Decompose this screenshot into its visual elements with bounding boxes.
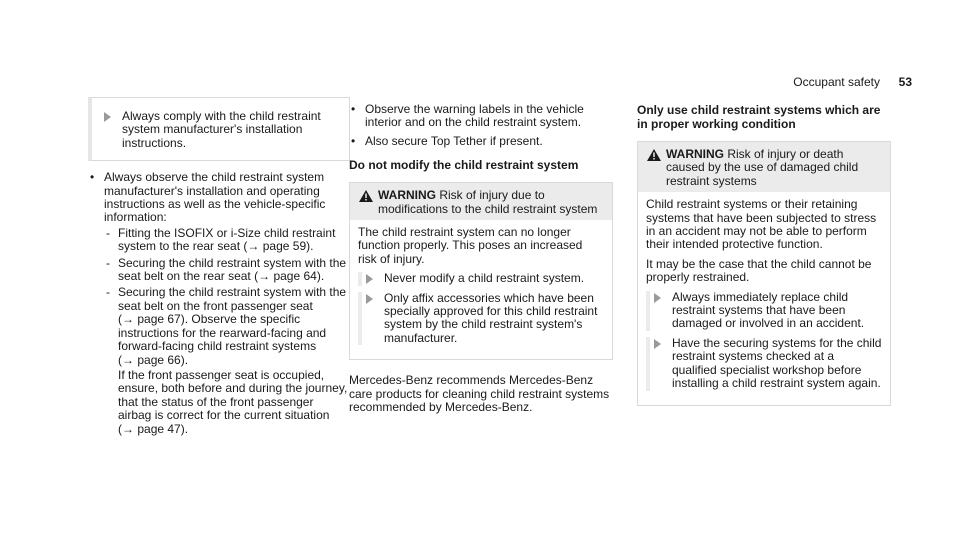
tip-item [362,272,604,285]
body-paragraph: Mercedes-Benz recommends Mercedes-Benz care products for cleaning child restraint systems recommended by Mercedes-Benz. [349,373,610,415]
page-reference[interactable] [247,239,306,253]
page-reference[interactable] [122,422,181,436]
warning-title: Risk of injury due to modifications to the child restraint system [378,188,598,216]
tip-item [650,337,882,391]
bullet-list [349,103,613,148]
warning-label: WARNING [666,147,724,161]
tip-item [100,110,339,150]
dash-note [118,369,350,436]
warning-tip [646,337,882,391]
list-item: • Observe the warning labels in the vehicle interior and on the child restraint system. [349,103,613,130]
tip-text: Have the securing systems for the child restraint systems checked at a qualified specialist workshop before installing a child restraint system again. [672,335,882,391]
arrow-right-icon [654,339,661,349]
list-item: • Also secure Top Tether if present. [349,135,613,148]
arrow-right-icon [654,293,661,303]
dash-item [104,286,350,435]
warning-text: It may be the case that the child cannot be properly restrained. [646,256,872,285]
middle-column [349,103,613,415]
warning-header [350,183,612,220]
dash-text: Securing the child restraint system with the seat belt on the front passenger seat ( [118,285,347,327]
tip-text: Only affix accessories which have been specially approved for this child restraint system by the child restraint system's manufacturer. [384,290,598,345]
section-title: Occupant safety [793,75,880,89]
arrow-right-icon [104,112,111,122]
warning-tip [358,292,604,346]
dash-item [104,257,350,284]
arrow-icon: → [247,239,260,254]
bullet-text: Always observe the child restraint system manufacturer's installation and operating instructions as well as the vehicle-specific information: [104,170,326,225]
ref-label: page 47 [137,421,181,436]
warning-text: Child restraint systems or their retaining systems that have been subjected to stress in an accident may not be able to perform their intended protective function. [646,197,877,252]
ref-label: page 59 [262,239,307,254]
warning-header [638,142,890,192]
left-column [88,97,350,439]
warning-triangle-icon [359,190,373,202]
right-column [637,103,891,406]
ref-label: page 66 [137,352,181,367]
warning-tip [646,291,882,331]
warning-triangle-icon [647,149,661,161]
arrow-icon: → [122,352,134,367]
warning-box [637,141,891,406]
dash-tail: ). Observe the specific instructions for the rearward-facing and forward-facing child restraint systems ( [118,312,327,367]
tip-text: Always comply with the child restraint system manufacturer's installation instructions. [122,109,321,150]
arrow-icon: → [122,312,134,327]
section-heading: Only use child restraint systems which are in proper working condition [637,103,881,131]
ref-label: page 64 [273,269,317,284]
arrow-right-icon [366,294,373,304]
ref-label: page 67 [137,312,181,327]
note-tail: ). [180,421,189,436]
page-reference[interactable] [258,269,317,283]
warning-label: WARNING [378,188,436,203]
warning-box [349,182,613,360]
arrow-icon: → [122,421,134,436]
tip-item [362,292,604,346]
dash-mark: - [106,255,110,270]
dash-text: Fitting the ISOFIX or i-Size child restraint system to the rear seat ( [118,225,336,254]
dash-tail: ). [306,239,314,254]
warning-body [350,220,612,359]
dash-text: Securing the child restraint system with the seat belt on the rear seat ( [118,255,347,284]
section-heading: Do not modify the child restraint system [349,158,579,173]
warning-text: The child restraint system can no longer function properly. This poses an increased risk of injury. [358,225,583,266]
list-item [88,171,350,436]
arrow-icon: → [258,269,271,284]
tip-text: Never modify a child restraint system. [384,271,585,286]
dash-tail: ). [316,269,325,284]
page-number: 53 [898,75,912,89]
arrow-right-icon [366,274,373,284]
dash-tail: ). [180,352,189,367]
page-reference[interactable] [122,353,181,367]
page-reference[interactable] [122,312,181,326]
bullet-list [88,171,350,436]
tip-box [88,97,350,161]
warning-body [638,192,890,404]
dash-item [104,227,350,254]
tip-text: Always immediately replace child restraint systems that have been damaged or involved in an accident. [672,289,865,331]
dash-mark: - [106,225,110,240]
warning-tip [358,272,604,285]
dash-list [104,227,350,436]
note-text: If the front passenger seat is occupied, ensure, both before and during the journey, that the status of the front passenger airbag is correct for the current situation ( [118,367,348,436]
warning-title: Risk of injury or death caused by the use of damaged child restraint systems [666,147,859,188]
dash-mark: - [106,285,110,300]
tip-item [650,291,882,331]
